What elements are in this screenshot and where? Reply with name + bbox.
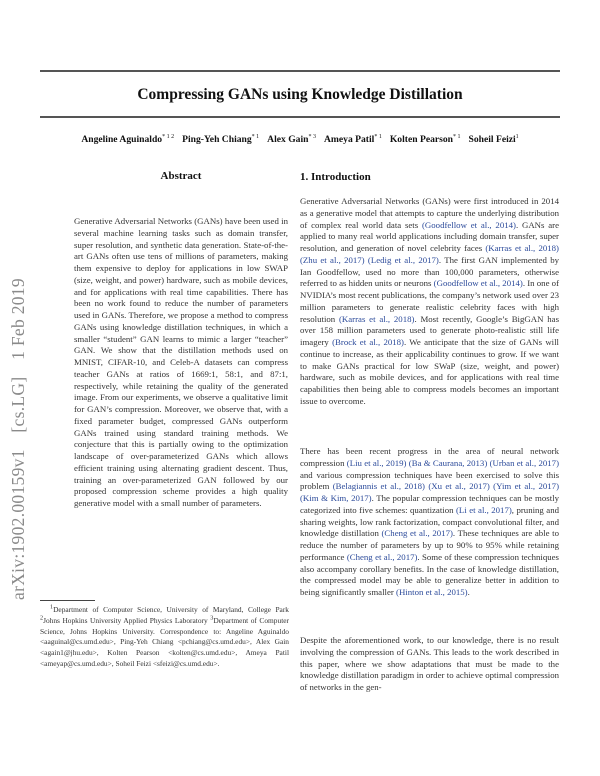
paragraph-text: Generative Adversarial Networks (GANs) were first introduced in 2014 as a generative model that attempts to capture the underlying distribution of complex real world data sets [300, 196, 559, 230]
citation-link[interactable]: (Belagiannis et al., 2018) [332, 481, 425, 492]
citation-link[interactable]: (Karras et al., 2018) [339, 313, 415, 324]
intro-paragraph-1 [300, 196, 559, 408]
correspondence: Correspondence to: Angeline Aguinaldo <aaguinal@cs.umd.edu>, Ping-Yeh Chiang <pchiang@cs.umd.edu>, Alex Gain <again1@jhu.edu>, Kolten Pearson <kolten@cs.umd.edu>, Ameya Patil <ameyap@cs.umd.edu>, Soheil Feizi <sfeizi@cs.umd.edu>. [40, 626, 289, 668]
abstract-body: Generative Adversarial Networks (GANs) have been used in several machine learning tasks such as domain transfer, super resolution, and synthetic data generation. State-of-the-art GANs often use tens of millions of parameters, making them expensive to deploy for applications in low SWAP (size, weight, and power) hardware, such as mobile devices, and for applications with real time capabilities. There has been no work found to reduce the number of parameters used in GANs. Therefore, we propose a method to compress GANs using knowledge distillation techniques, in which a smaller “student” GAN learns to mimic a larger “teacher” GAN. We show that the distillation methods used on MNIST, CIFAR-10, and Celeb-A datasets can compress teacher GANs at ratios of 1669:1, 58:1, and 87:1, respectively, while retaining the quality of the generated image. From our experiments, we observe a qualitative limit for GAN’s compression. Moreover, we observe that, with a fixed parameter budget, compressed GANs outperform GANs trained using standard training methods. We conjecture that this is partially owing to the optimization landscape of over-parameterized GANs which allows efficient training using alternating gradient descent. Thus, training an over-parameterized GAN followed by our proposed compression scheme provides a high quality generative model with a small number of parameters. [74, 216, 288, 508]
citation-link[interactable]: (Ledig et al., 2017) [367, 254, 439, 265]
title-bottom-rule [40, 116, 560, 118]
citation-link[interactable]: (Cheng et al., 2017) [381, 528, 453, 539]
author-name: Angeline Aguinaldo$^{* 1 2}$ [81, 133, 175, 145]
affiliation-1: Department of Computer Science, University of Maryland, College Park [53, 605, 289, 614]
paragraph-text: . [467, 587, 470, 597]
citation-link[interactable]: (Goodfellow et al., 2014) [433, 278, 523, 289]
citation-link[interactable]: (Li et al., 2017) [456, 504, 512, 515]
author-name: Alex Gain$^{* 3}$ [267, 133, 316, 145]
title-top-rule [40, 70, 560, 72]
citation-link[interactable]: (Ba & Caurana, 2013) [408, 457, 488, 468]
paragraph-text: . We anticipate that the size of GANs will continue to increase, as their applicability continues to grow. If we want to make GANs practical for low SWaP (size, weight, and power) hardware, such as mobile devices, and for applications with real time capabilities then being able to compress models becomes an important issue to overcome. [300, 337, 560, 406]
author-affiliation-marks: * 1 [251, 133, 260, 140]
author-name: Kolten Pearson$^{* 1}$ [389, 133, 461, 145]
citation-link[interactable]: (Liu et al., 2019) [346, 457, 407, 468]
citation-link[interactable]: (Cheng et al., 2017) [346, 551, 418, 562]
paragraph-text: . In one of NVIDIA’s most recent publications, the company’s network used over 23 million parameters to generate realistic celebrity faces with high resolution [300, 278, 560, 324]
citation-link[interactable]: (Goodfellow et al., 2014) [421, 219, 516, 230]
arxiv-category: [cs.LG] [8, 376, 28, 433]
author-affiliation-marks: * 3 [308, 133, 316, 140]
author-affiliation-marks: * 1 [374, 133, 382, 140]
paragraph-text: Despite the aforementioned work, to our knowledge, there is no result involving the compression of GANs. This leads to the work described in this paper, where we show adaptations that must be made to the knowledge distillation paradigm in order to achieve optimal compression of networks in the gen- [300, 635, 559, 692]
paragraph-text: . The popular compression techniques can be mostly categorized into five schemes: quantization [300, 493, 560, 515]
arxiv-id[interactable]: arXiv:1902.00159v1 [8, 449, 28, 600]
paragraph-text: . The first GAN implemented by Ian Goodfellow, used no more than 100,000 parameters, otherwise referred to as hidden units or neurons [300, 254, 559, 289]
author-name: Ameya Patil$^{* 1}$ [323, 133, 382, 145]
paragraph-text: . Some of these compression techniques also accompany corollary benefits. In the case of knowledge distillation, the compressed model may be able to generalize better in addition to being significantly smaller [300, 551, 559, 597]
author-affiliation-marks: * 1 2 [162, 133, 175, 140]
arxiv-date: 1 Feb 2019 [8, 278, 28, 360]
paragraph-text: . Most recently, Google’s BigGAN has over 158 million parameters used to generate photo-realistic still life imagery [300, 313, 559, 347]
paragraph-text: and various compression techniques have been exercised to solve this problem [300, 469, 559, 492]
author-name: Ping-Yeh Chiang$^{* 1}$ [182, 133, 260, 145]
citation-link[interactable]: (Zhu et al., 2017) [300, 254, 365, 265]
intro-paragraph-3 [300, 635, 559, 694]
author-affiliation-marks: 1 [515, 133, 519, 140]
paragraph-text: There has been recent progress in the area of neural network compression [300, 446, 559, 468]
citation-link[interactable]: (Urban et al., 2017) [489, 457, 560, 468]
author-name: Soheil Feizi$^1$ [468, 133, 519, 145]
affiliation-footnote: $^1$Department of Computer Science, University of Maryland, College Park $^2$Johns Hopkins University Applied Physics Laboratory $^3$Department of Computer Science, Johns Hopkins University. Correspondence to: Angeline Aguinaldo <aaguinal@cs.umd.edu>, Ping-Yeh Chiang <pchiang@cs.umd.edu>, Alex Gain <again1@jhu.edu>, Kolten Pearson <kolten@cs.umd.edu>, Ameya Patil <ameyap@cs.umd.edu>, Soheil Feizi <sfeizi@cs.umd.edu>. [40, 604, 289, 668]
section-heading-introduction: 1. Introduction [300, 171, 371, 183]
citation-link[interactable]: (Hinton et al., 2015) [396, 587, 468, 597]
citation-link[interactable]: (Yim et al., 2017) [493, 481, 560, 492]
arxiv-stamp [8, 266, 29, 600]
paper-title: Compressing GANs using Knowledge Distillation [137, 86, 463, 103]
author-list [0, 134, 600, 145]
paragraph-text: . These techniques are able to reduce the number of parameters by up to 90% to 95% while retaining performance [300, 528, 559, 562]
paragraph-text: . GANs are applied to many real world applications including domain transfer, super resolution, and generation of novel celebrity faces [300, 219, 559, 253]
abstract-heading: Abstract [160, 170, 202, 182]
citation-link[interactable]: (Xu et al., 2017) [428, 481, 490, 492]
affiliation-2: Johns Hopkins University Applied Physics Laboratory [43, 615, 211, 625]
affiliation-3: Department of Computer Science, Johns Hopkins University. [40, 615, 289, 636]
citation-link[interactable]: (Brock et al., 2018) [332, 337, 404, 347]
paragraph-text: , pruning and sharing weights, low rank factorization, compact convolutional filter, and knowledge distillation [300, 504, 560, 539]
citation-link[interactable]: (Karras et al., 2018) [485, 243, 559, 253]
citation-link[interactable]: (Kim & Kim, 2017) [300, 493, 372, 503]
author-affiliation-marks: * 1 [453, 133, 461, 140]
intro-paragraph-2 [300, 446, 559, 599]
footnote-rule [40, 600, 95, 601]
